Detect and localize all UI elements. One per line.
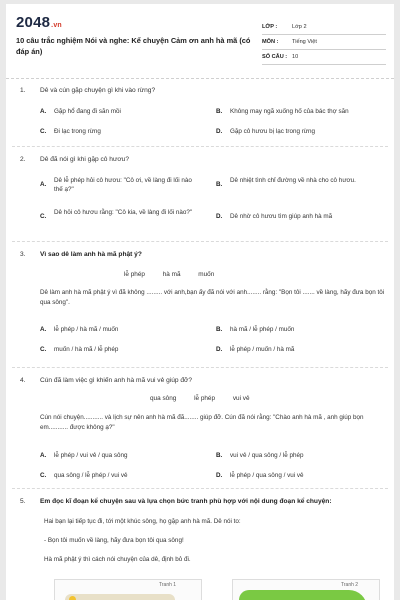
picture-label: Tranh 1 xyxy=(159,582,177,588)
answer-option-c[interactable]: C. Dê hỏi cô hươu rằng: "Cô kia, về làng đi lối nào?" xyxy=(40,209,193,220)
answer-option-b[interactable]: B. vui vẻ / qua sông / lễ phép xyxy=(216,452,304,459)
fill-in-paragraph: Dê làm anh hà mã phật ý vì đã không ......... với anh,bạn ấy đã nói với anh........ rằng: "Bọn tôi ....... về làng, hãy đưa bọn tôi qua sông". xyxy=(40,289,385,306)
question-text: Cún đã làm việc gì khiến anh hà mã vui vẻ giúp đỡ? xyxy=(40,377,193,384)
meta-row-count xyxy=(262,50,386,65)
question-number: 5. xyxy=(20,498,26,505)
question-text: Em đọc kĩ đoạn kể chuyện sau và lựa chọn bức tranh phù hợp với nội dung đoạn kể chuyện: xyxy=(40,498,332,505)
answer-option-c[interactable]: C. qua sông / lễ phép / vui vẻ xyxy=(40,472,128,479)
answer-option-d[interactable]: D. lễ phép / qua sông / vui vẻ xyxy=(216,472,304,479)
story-line: - Bọn tôi muốn về làng, hãy đưa bọn tôi qua sông! xyxy=(44,537,184,544)
question-divider xyxy=(12,488,388,489)
worksheet-title: 10 câu trắc nghiệm Nói và nghe: Kể chuyện Cảm ơn anh hà mã (có đáp án) xyxy=(16,36,251,56)
worksheet-meta xyxy=(262,20,386,65)
meta-value: Lớp 2 xyxy=(292,24,307,30)
answer-option-a[interactable]: A. Dê lễ phép hỏi cô hươu: "Cô ơi, về làng đi lối nào thế ạ?" xyxy=(40,177,192,193)
story-line: Hà mã phật ý thì cách nói chuyện của dê, định bỏ đi. xyxy=(44,556,191,563)
meta-value: Tiếng Việt xyxy=(292,39,317,45)
meta-label: LỚP : xyxy=(262,24,278,30)
picture-grass xyxy=(239,590,367,600)
meta-value: 10 xyxy=(292,54,299,60)
picture-sun xyxy=(69,596,76,600)
word-bank-item: vui vẻ xyxy=(232,395,250,402)
answer-option-c[interactable]: C. Đi lạc trong rừng xyxy=(40,128,101,135)
question-text: Vì sao dê làm anh hà mã phật ý? xyxy=(40,251,142,258)
worksheet-header xyxy=(16,12,386,72)
question-text: Dê đã nói gì khi gặp cô hươu? xyxy=(40,156,130,163)
answer-option-d[interactable]: D. Dê nhờ cô hươu tìm giúp anh hà mã xyxy=(216,213,333,220)
question-3 xyxy=(20,250,385,353)
answer-option-b[interactable]: B. hà mã / lễ phép / muốn xyxy=(216,326,295,333)
fill-in-paragraph: Cún nói chuyện........... và lịch sự nên anh hà mã đã........ giúp đỡ. Cún đã nói rằng: "Chào anh hà mã , anh giúp bọn em........... được không ạ?" xyxy=(40,414,364,431)
worksheet-page xyxy=(6,4,394,600)
answer-option-a[interactable]: A. lễ phép / vui vẻ / qua sông xyxy=(40,452,128,459)
meta-row-subject xyxy=(262,35,386,50)
story-line: Hai bạn lại tiếp tục đi, tới một khúc sông, họ gặp anh hà mã. Dê nói to: xyxy=(44,518,241,525)
question-divider xyxy=(12,367,388,368)
answer-option-a[interactable]: A. lễ phép / hà mã / muốn xyxy=(40,326,119,333)
question-number: 2. xyxy=(20,156,26,163)
site-logo[interactable]: 2048.vn xyxy=(16,14,62,31)
question-number: 4. xyxy=(20,377,26,384)
question-4 xyxy=(20,376,382,479)
meta-label: SỐ CÂU : xyxy=(262,54,288,60)
question-divider xyxy=(12,146,388,147)
question-2 xyxy=(20,155,382,220)
word-bank-item: qua sông xyxy=(150,395,177,402)
word-bank xyxy=(116,271,222,278)
word-bank xyxy=(142,395,258,402)
question-number: 3. xyxy=(20,251,26,258)
answer-option-d[interactable]: D. Gặp cô hươu bị lạc trong rừng xyxy=(216,128,316,135)
question-5 xyxy=(20,497,382,563)
picture-label: Tranh 2 xyxy=(341,582,359,588)
question-text: Dê và cún gặp chuyện gì khi vào rừng? xyxy=(40,87,156,94)
word-bank-item: muốn xyxy=(198,271,215,278)
question-divider xyxy=(12,241,388,242)
picture-background xyxy=(65,594,175,600)
question-1 xyxy=(20,86,382,135)
question-number: 1. xyxy=(20,87,26,94)
answer-option-c[interactable]: C. muốn / hà mã / lễ phép xyxy=(40,346,119,353)
word-bank-item: lễ phép xyxy=(194,395,216,402)
meta-label: MÔN : xyxy=(262,39,279,45)
answer-option-a[interactable]: A. Gặp hổ đang đi săn mồi xyxy=(40,108,121,115)
picture-choice-1[interactable] xyxy=(54,579,202,600)
answer-option-b[interactable]: B. Dê nhiệt tình chỉ đường về nhà cho cô hươu. xyxy=(216,177,356,188)
picture-choice-2[interactable] xyxy=(232,579,380,600)
meta-row-grade xyxy=(262,20,386,35)
header-divider xyxy=(6,78,394,79)
answer-option-b[interactable]: B. Không may ngã xuống hố của bác thợ săn xyxy=(216,108,349,115)
word-bank-item: lễ phép xyxy=(124,271,145,278)
answer-option-d[interactable]: D. lễ phép / muốn / hà mã xyxy=(216,346,295,353)
word-bank-item: hà mã xyxy=(162,271,181,278)
